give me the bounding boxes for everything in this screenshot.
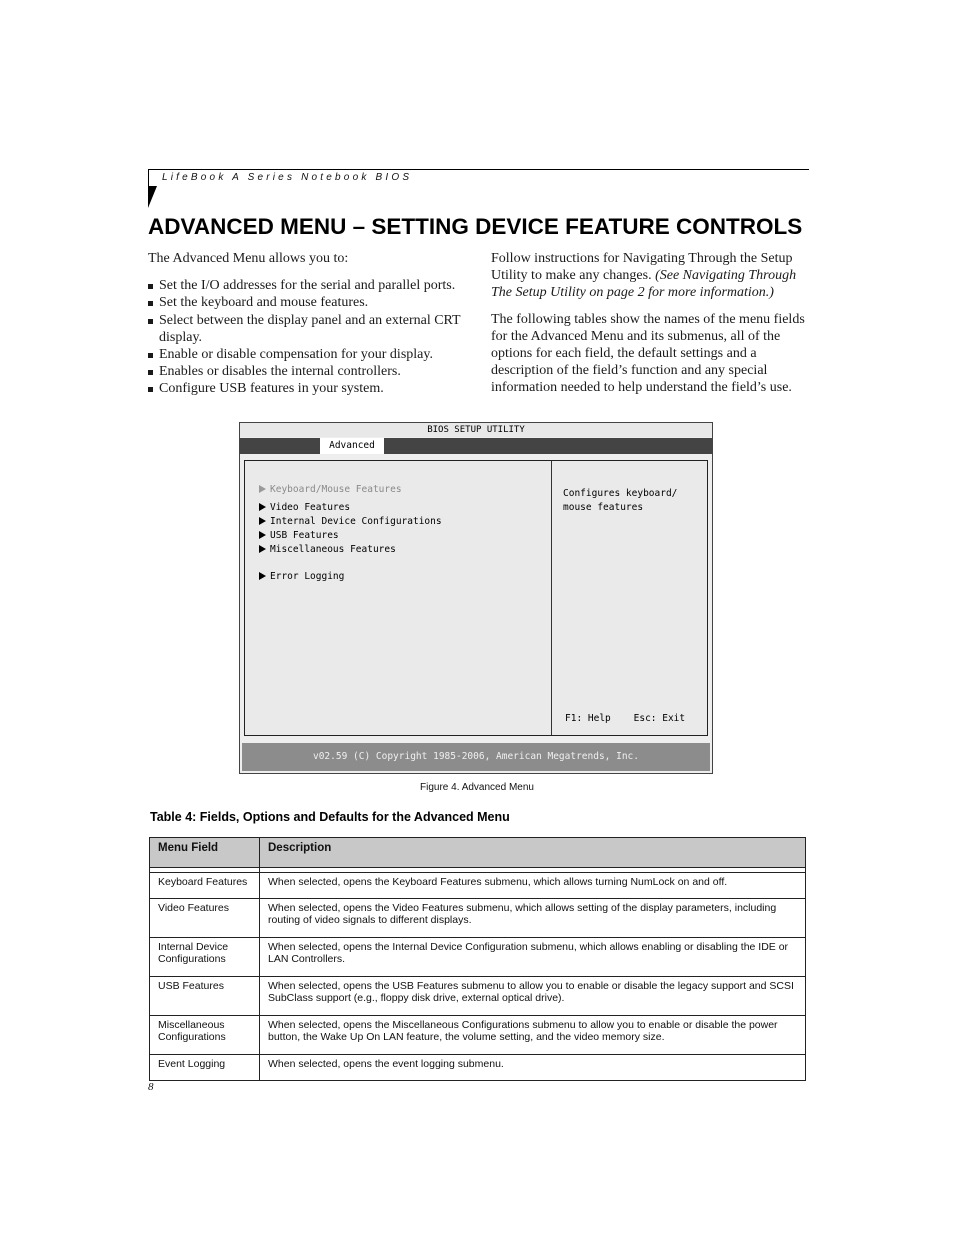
tables-description: The following tables show the names of the menu fields for the Advanced Menu and its submenus, all of the options for each field, the default settings and a description of the field’s function and any special information needed to help understand the field’s use. — [491, 311, 805, 396]
table-row — [150, 938, 806, 977]
bios-title: BIOS SETUP UTILITY — [240, 423, 712, 437]
description-cell: When selected, opens the event logging submenu. — [260, 1055, 806, 1081]
bios-screenshot — [239, 422, 713, 774]
menu-item-usb[interactable] — [259, 530, 339, 541]
description-cell: When selected, opens the Keyboard Features submenu, which allows turning NumLock on and off. — [260, 873, 806, 899]
table-header-row — [150, 838, 806, 868]
menu-item-miscellaneous[interactable] — [259, 544, 396, 555]
menu-item-label: Internal Device Configurations — [270, 516, 442, 527]
field-cell: Keyboard Features — [150, 873, 260, 899]
key-legend: F1: Help Esc: Exit — [565, 713, 686, 724]
menu-item-keyboard-mouse[interactable] — [259, 484, 402, 495]
menu-item-label: Keyboard/Mouse Features — [270, 484, 402, 495]
submenu-arrow-icon — [259, 531, 266, 539]
header-vertical-rule — [148, 169, 149, 187]
field-cell: Internal Device Configurations — [150, 938, 260, 977]
bullet-item: Set the keyboard and mouse features. — [148, 294, 468, 311]
bullet-item: Configure USB features in your system. — [148, 380, 468, 397]
bullet-item: Enables or disables the internal controllers. — [148, 363, 468, 380]
menu-item-label: Miscellaneous Features — [270, 544, 396, 555]
bios-main-panel — [244, 460, 708, 736]
submenu-arrow-icon — [259, 485, 266, 493]
left-column — [148, 250, 468, 398]
table-row — [150, 977, 806, 1016]
panel-divider — [551, 461, 552, 735]
bios-copyright-footer: v02.59 (C) Copyright 1985-2006, American Megatrends, Inc. — [242, 743, 710, 771]
menu-item-label: Error Logging — [270, 571, 345, 582]
right-column — [491, 250, 809, 397]
description-cell: When selected, opens the Video Features submenu, which allows setting of the display parameters, including routing of video signals to different displays. — [260, 899, 806, 938]
menu-item-error-logging[interactable] — [259, 571, 344, 582]
menu-item-internal-devices[interactable] — [259, 516, 442, 527]
field-cell: Video Features — [150, 899, 260, 938]
running-header: LifeBook A Series Notebook BIOS — [162, 172, 413, 183]
table-row — [150, 1055, 806, 1081]
description-cell: When selected, opens the Miscellaneous Configurations submenu to allow you to enable or disable the power button, the Wake Up On LAN feature, the volume setting, and the video memory size. — [260, 1016, 806, 1055]
figure-caption: Figure 4. Advanced Menu — [420, 782, 534, 793]
table-row — [150, 1016, 806, 1055]
tab-advanced[interactable]: Advanced — [320, 438, 384, 454]
submenu-arrow-icon — [259, 572, 266, 580]
feature-bullet-list — [148, 277, 468, 397]
column-header: Description — [260, 838, 806, 868]
field-cell: Event Logging — [150, 1055, 260, 1081]
description-cell: When selected, opens the USB Features submenu to allow you to enable or disable the legacy support and SCSI SubClass support (e.g., floppy disk drive, external optical drive). — [260, 977, 806, 1016]
field-cell: Miscellaneous Configurations — [150, 1016, 260, 1055]
column-header: Menu Field — [150, 838, 260, 868]
menu-fields-table — [149, 837, 806, 1081]
intro-text: The Advanced Menu allows you to: — [148, 251, 349, 266]
submenu-arrow-icon — [259, 545, 266, 553]
bullet-item: Enable or disable compensation for your display. — [148, 346, 468, 363]
description-cell: When selected, opens the Internal Device Configuration submenu, which allows enabling or disabling the IDE or LAN Controllers. — [260, 938, 806, 977]
menu-item-label: Video Features — [270, 502, 351, 513]
menu-item-video[interactable] — [259, 502, 350, 513]
table-row — [150, 873, 806, 899]
page-number: 8 — [148, 1081, 154, 1093]
instructions-paragraph — [491, 250, 809, 302]
menu-item-label: USB Features — [270, 530, 339, 541]
table-caption: Table 4: Fields, Options and Defaults for the Advanced Menu — [150, 810, 510, 824]
page-title: ADVANCED MENU – SETTING DEVICE FEATURE CONTROLS — [148, 214, 803, 239]
bullet-item: Select between the display panel and an external CRT display. — [148, 312, 468, 346]
header-wedge-mark — [148, 186, 157, 208]
cross-reference: (See Navigating Through The Setup Utility on page 2 for more information.) — [491, 268, 797, 301]
field-cell: USB Features — [150, 977, 260, 1016]
instructions-text: Follow instructions for Navigating Through the Setup Utility to make any changes. — [491, 251, 793, 284]
help-text: Configures keyboard/ mouse features — [563, 488, 678, 513]
table-row — [150, 899, 806, 938]
bullet-item: Set the I/O addresses for the serial and parallel ports. — [148, 277, 468, 294]
header-rule — [148, 169, 809, 170]
submenu-arrow-icon — [259, 503, 266, 511]
submenu-arrow-icon — [259, 517, 266, 525]
bios-tab-bar — [240, 438, 712, 454]
